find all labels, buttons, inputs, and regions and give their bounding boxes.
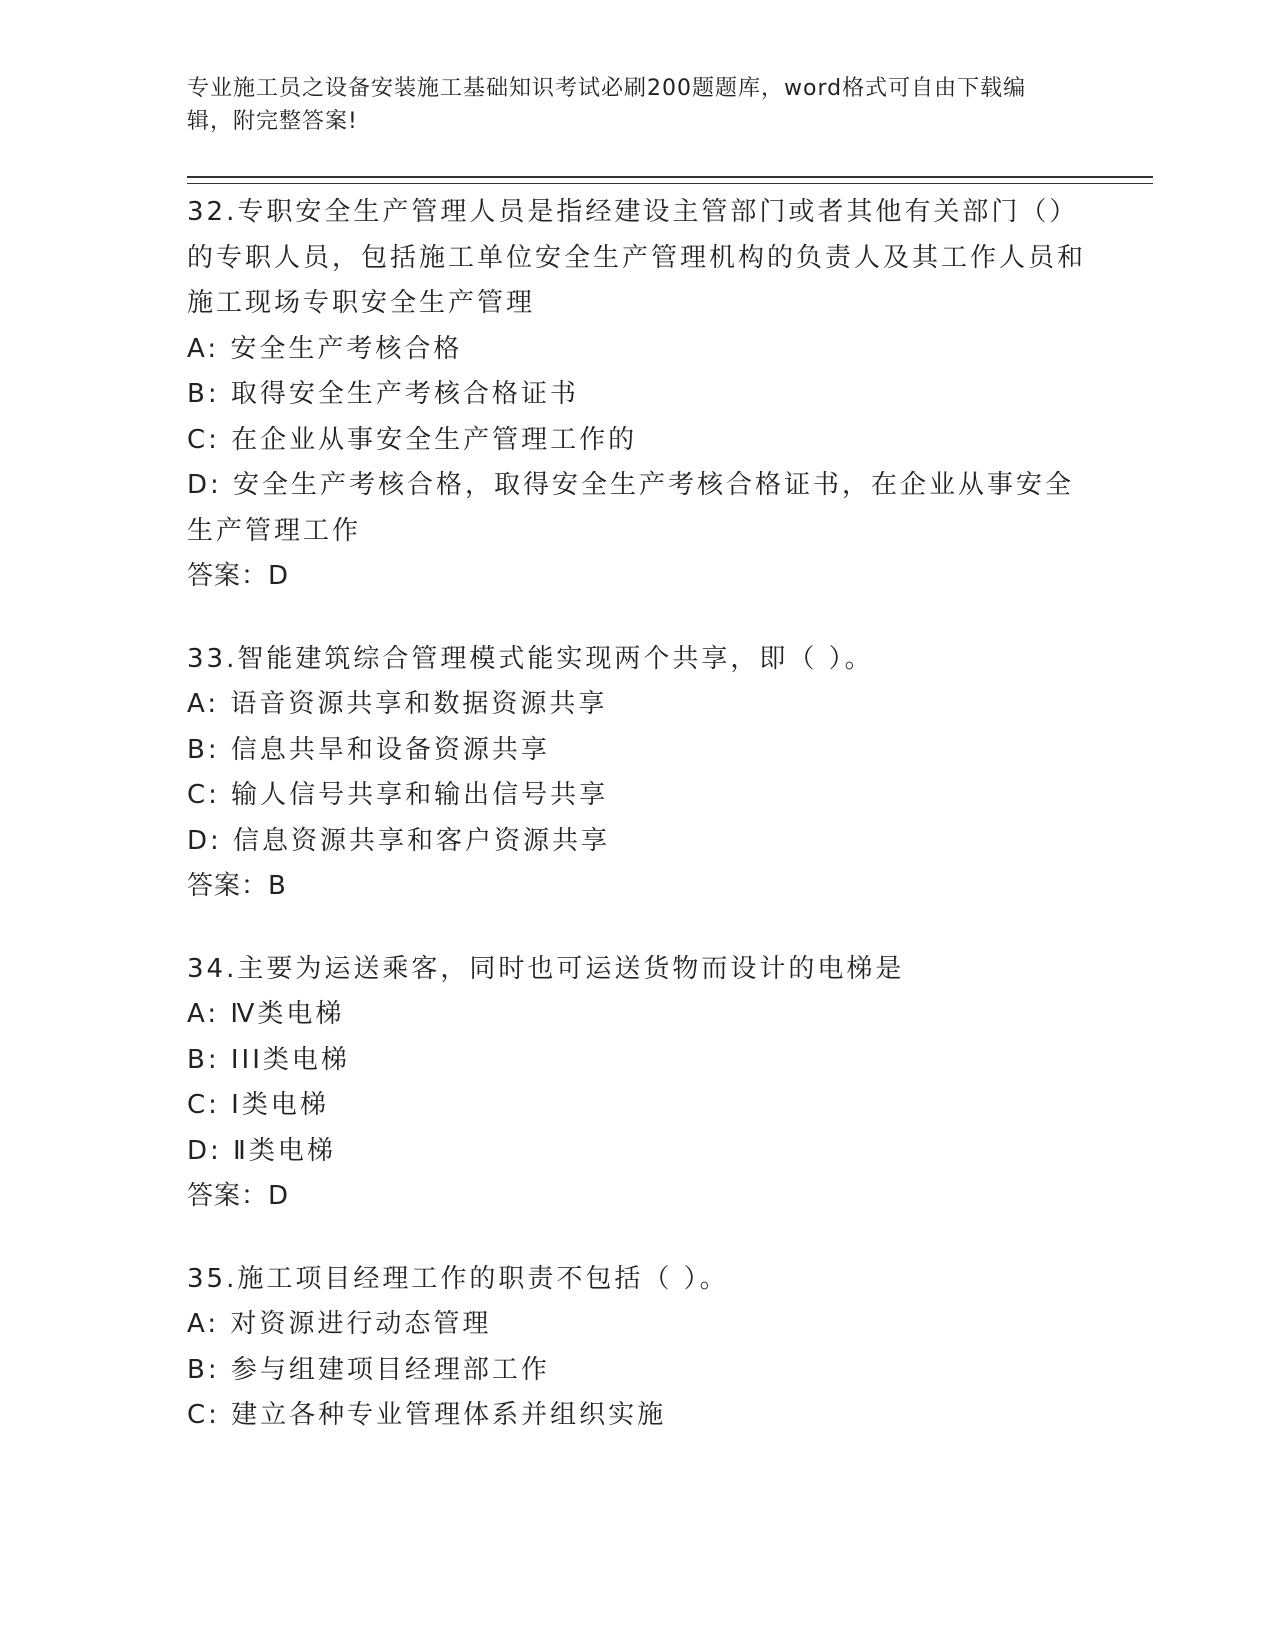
option-a: A: Ⅳ类电梯	[187, 999, 345, 1029]
answer-line: 答案：B	[187, 871, 287, 901]
question-32	[187, 190, 1087, 600]
question-stem: 33.智能建筑综合管理模式能实现两个共享，即（ ）。	[187, 643, 874, 674]
option-c: C: 输人信号共享和输出信号共享	[187, 780, 609, 810]
option-b: B: 信息共旱和设备资源共享	[187, 734, 550, 765]
question-stem: 32.专职安全生产管理人员是指经建设主管部门或者其他有关部门（）的专职人员，包括施工单位安全生产管理机构的负责人及其工作人员和施工现场专职安全生产管理	[187, 197, 1087, 318]
question-33	[187, 637, 1087, 910]
option-b: B: III类电梯	[187, 1044, 350, 1075]
option-d: D: 安全生产考核合格，取得安全生产考核合格证书，在企业从事安全生产管理工作	[187, 470, 1075, 546]
answer-line: 答案：D	[187, 1181, 290, 1211]
option-b: B: 参与组建项目经理部工作	[187, 1354, 550, 1385]
answer-line: 答案：D	[187, 561, 290, 591]
header-divider	[187, 176, 1153, 184]
option-b: B: 取得安全生产考核合格证书	[187, 379, 579, 409]
option-c: C: Ⅰ类电梯	[187, 1090, 329, 1120]
option-c: C: 在企业从事安全生产管理工作的	[187, 424, 638, 455]
question-34	[187, 947, 1087, 1220]
question-stem: 34.主要为运送乘客，同时也可运送货物而设计的电梯是	[187, 953, 905, 984]
option-a: A: 语音资源共享和数据资源共享	[187, 689, 608, 719]
option-a: A: 对资源进行动态管理	[187, 1309, 492, 1339]
document-header-title: 专业施工员之设备安装施工基础知识考试必刷200题题库，word格式可自由下载编辑，附完整答案!	[187, 76, 1027, 134]
document-body	[187, 190, 1087, 1476]
option-c: C: 建立各种专业管理体系并组织实施	[187, 1400, 667, 1430]
option-d: D: 信息资源共享和客户资源共享	[187, 825, 611, 856]
question-stem: 35.施工项目经理工作的职责不包括（ ）。	[187, 1263, 729, 1294]
question-35	[187, 1257, 1087, 1439]
option-d: D: Ⅱ类电梯	[187, 1135, 336, 1166]
option-a: A: 安全生产考核合格	[187, 333, 463, 364]
